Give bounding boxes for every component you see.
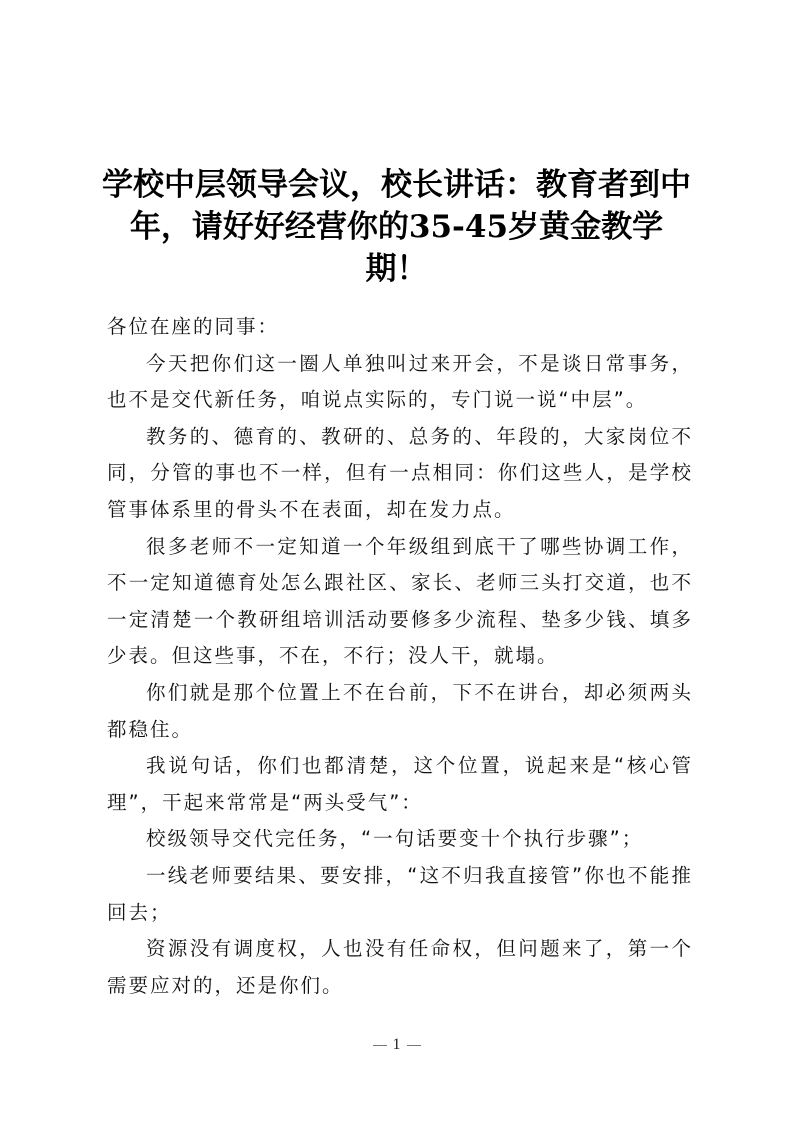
paragraph: 我说句话，你们也都清楚，这个位置，说起来是“核心管理”，干起来常常是“两头受气”： (107, 754, 693, 814)
document-body (107, 309, 693, 1004)
dash-right (407, 1045, 421, 1046)
paragraph: 教务的、德育的、教研的、总务的、年段的，大家岗位不同，分管的事也不一样，但有一点相同：你们这些人，是学校管事体系里的骨头不在表面，却在发力点。 (107, 424, 693, 521)
document-title: 学校中层领导会议，校长讲话：教育者到中年，请好好经营你的35-45岁黄金教学期！ (102, 166, 691, 287)
paragraph: 很多老师不一定知道一个年级组到底干了哪些协调工作，不一定知道德育处怎么跟社区、家长、老师三头打交道，也不一定清楚一个教研组培训活动要修多少流程、垫多少钱、填多少表。但这些事，不在，不行；没人干，就塌。 (107, 534, 693, 668)
paragraph: 校级领导交代完任务，“一句话要变十个执行步骤”； (146, 827, 644, 851)
paragraph: 一线老师要结果、要安排，“这不归我直接管”你也不能推回去； (107, 863, 693, 924)
dash-left (373, 1045, 387, 1046)
paragraph: 你们就是那个位置上不在台前，下不在讲台，却必须两头都稳住。 (107, 680, 693, 741)
paragraph: 资源没有调度权，人也没有任命权，但问题来了，第一个需要应对的，还是你们。 (107, 937, 693, 997)
salutation: 各位在座的同事： (107, 315, 280, 338)
paragraph: 今天把你们这一圈人单独叫过来开会，不是谈日常事务，也不是交代新任务，咱说点实际的，专门说一说“中层”。 (107, 351, 693, 412)
page-number: 1 (392, 1036, 401, 1053)
page-footer (0, 1036, 793, 1054)
